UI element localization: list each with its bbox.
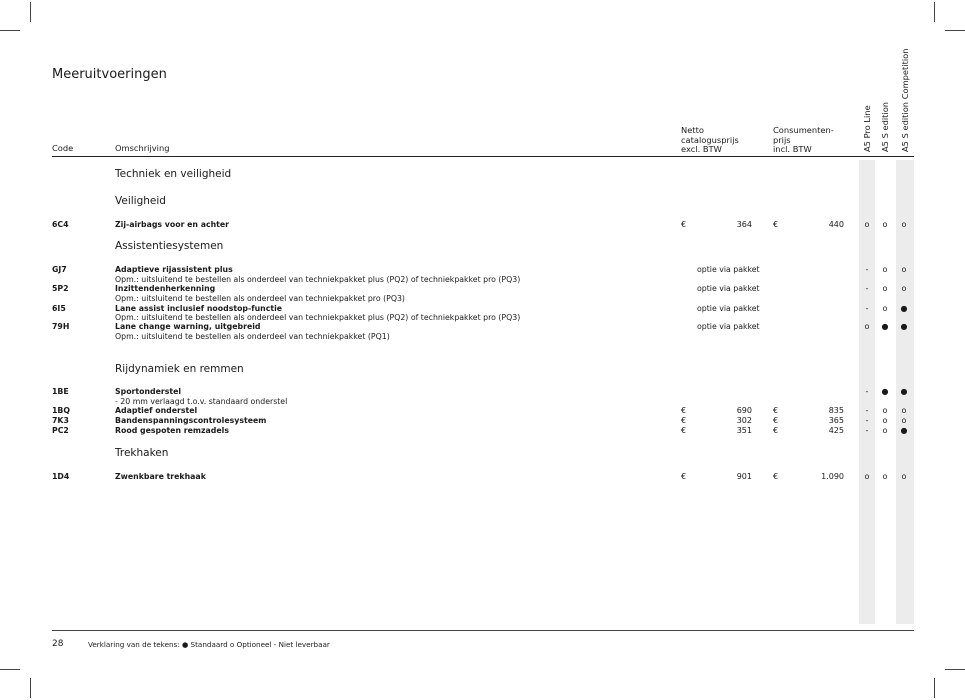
crop-mark <box>934 2 935 22</box>
availability-mark: ● <box>900 426 908 435</box>
availability-mark: o <box>864 322 870 331</box>
header-net-price-line: excl. BTW <box>681 144 722 154</box>
header-net-price-line: catalogusprijs <box>681 134 739 145</box>
option-description: Lane assist inclusief noodstop-functie <box>115 304 283 313</box>
crop-mark <box>30 2 31 22</box>
option-description: Lane change warning, uitgebreid <box>115 322 261 331</box>
option-code: GJ7 <box>52 265 67 274</box>
option-note: Opm.: uitsluitend te bestellen als onderdeel van techniekpakket pro (PQ3) <box>115 294 405 303</box>
option-code: 7K3 <box>52 416 69 425</box>
option-note: Opm.: uitsluitend te bestellen als onderdeel van techniekpakket plus (PQ2) of techniekpakket pro (PQ3) <box>115 275 521 284</box>
page-number: 28 <box>52 639 64 649</box>
legend: Verklaring van de tekens: ● Standaard o Optioneel - Niet leverbaar <box>88 640 330 649</box>
option-description: Zwenkbare trekhaak <box>115 472 206 481</box>
option-code: 1BE <box>52 387 69 396</box>
availability-mark: o <box>901 406 907 415</box>
availability-mark: o <box>901 265 907 274</box>
availability-mark: o <box>882 416 888 425</box>
availability-mark: o <box>882 426 888 435</box>
consumer-price: 425 <box>828 426 844 435</box>
availability-mark: - <box>865 284 869 293</box>
availability-mark: o <box>882 220 888 229</box>
availability-mark: o <box>882 304 888 313</box>
option-note: Opm.: uitsluitend te bestellen als onderdeel van techniekpakket plus (PQ2) of techniekpakket pro (PQ3) <box>115 313 521 322</box>
crop-mark <box>945 669 965 670</box>
header-code: Code <box>52 143 74 153</box>
availability-mark: o <box>864 220 870 229</box>
option-note: Opm.: uitsluitend te bestellen als onderdeel van techniekpakket (PQ1) <box>115 332 390 341</box>
option-code: 6C4 <box>52 220 69 229</box>
option-description: Inzittendenherkenning <box>115 284 216 293</box>
option-note: - 20 mm verlaagd t.o.v. standaard onderstel <box>115 397 288 406</box>
euro-sign: € <box>773 406 779 415</box>
option-availability: optie via pakket <box>697 284 760 293</box>
net-price: 351 <box>736 426 752 435</box>
availability-mark: o <box>901 416 907 425</box>
euro-sign: € <box>681 406 687 415</box>
header-consumer-price-line: incl. BTW <box>773 144 812 154</box>
availability-mark: o <box>864 472 870 481</box>
option-description: Sportonderstel <box>115 387 182 396</box>
group-title: Techniek en veiligheid <box>115 168 232 180</box>
net-price: 690 <box>736 406 752 415</box>
option-availability: optie via pakket <box>697 322 760 331</box>
header-divider <box>52 156 914 157</box>
availability-mark: ● <box>900 304 908 313</box>
crop-mark <box>0 30 20 31</box>
option-description: Zij-airbags voor en achter <box>115 220 229 229</box>
availability-mark: - <box>865 387 869 396</box>
header-net-price <box>681 126 739 155</box>
section-title: Rijdynamiek en remmen <box>115 363 244 375</box>
availability-mark: o <box>901 284 907 293</box>
consumer-price: 440 <box>828 220 844 229</box>
option-code: 1BQ <box>52 406 70 415</box>
section-title: Veiligheid <box>115 195 166 207</box>
option-code: 1D4 <box>52 472 70 481</box>
header-variant: A5 Pro Line <box>862 105 872 152</box>
availability-mark: - <box>865 265 869 274</box>
euro-sign: € <box>681 426 687 435</box>
header-net-price-line: Netto <box>681 125 704 135</box>
availability-mark: ● <box>881 322 889 331</box>
availability-mark: - <box>865 304 869 313</box>
option-code: 6I5 <box>52 304 66 313</box>
availability-mark: - <box>865 406 869 415</box>
header-description: Omschrijving <box>115 143 170 153</box>
net-price: 901 <box>736 472 752 481</box>
euro-sign: € <box>773 416 779 425</box>
option-description: Rood gespoten remzadels <box>115 426 229 435</box>
section-title: Assistentiesystemen <box>115 240 224 252</box>
crop-mark <box>30 678 31 698</box>
option-code: PC2 <box>52 426 69 435</box>
page-title: Meeruitvoeringen <box>52 67 167 82</box>
consumer-price: 1.090 <box>821 472 844 481</box>
availability-mark: o <box>882 472 888 481</box>
header-variant: A5 S edition <box>880 101 890 152</box>
header-consumer-price-line: Consumenten- <box>773 125 834 135</box>
net-price: 302 <box>736 416 752 425</box>
consumer-price: 365 <box>828 416 844 425</box>
euro-sign: € <box>773 426 779 435</box>
euro-sign: € <box>681 472 687 481</box>
footer-divider <box>52 630 914 631</box>
availability-mark: o <box>901 472 907 481</box>
header-consumer-price <box>773 126 834 155</box>
consumer-price: 835 <box>828 406 844 415</box>
euro-sign: € <box>773 220 779 229</box>
availability-mark: - <box>865 416 869 425</box>
availability-mark: ● <box>900 387 908 396</box>
header-variant: A5 S edition Competition <box>900 48 910 152</box>
crop-mark <box>945 30 965 31</box>
section-title: Trekhaken <box>115 447 169 459</box>
availability-mark: o <box>882 265 888 274</box>
crop-mark <box>934 678 935 698</box>
option-description: Adaptieve rijassistent plus <box>115 265 233 274</box>
option-availability: optie via pakket <box>697 265 760 274</box>
option-description: Bandenspanningscontrolesysteem <box>115 416 267 425</box>
availability-mark: ● <box>900 322 908 331</box>
option-code: 5P2 <box>52 284 69 293</box>
option-availability: optie via pakket <box>697 304 760 313</box>
euro-sign: € <box>681 416 687 425</box>
option-description: Adaptief onderstel <box>115 406 198 415</box>
availability-mark: o <box>882 284 888 293</box>
net-price: 364 <box>736 220 752 229</box>
header-consumer-price-line: prijs <box>773 134 791 145</box>
availability-mark: o <box>882 406 888 415</box>
crop-mark <box>0 669 20 670</box>
availability-mark: ● <box>881 387 889 396</box>
euro-sign: € <box>681 220 687 229</box>
option-code: 79H <box>52 322 70 331</box>
availability-mark: o <box>901 220 907 229</box>
availability-mark: - <box>865 426 869 435</box>
euro-sign: € <box>773 472 779 481</box>
